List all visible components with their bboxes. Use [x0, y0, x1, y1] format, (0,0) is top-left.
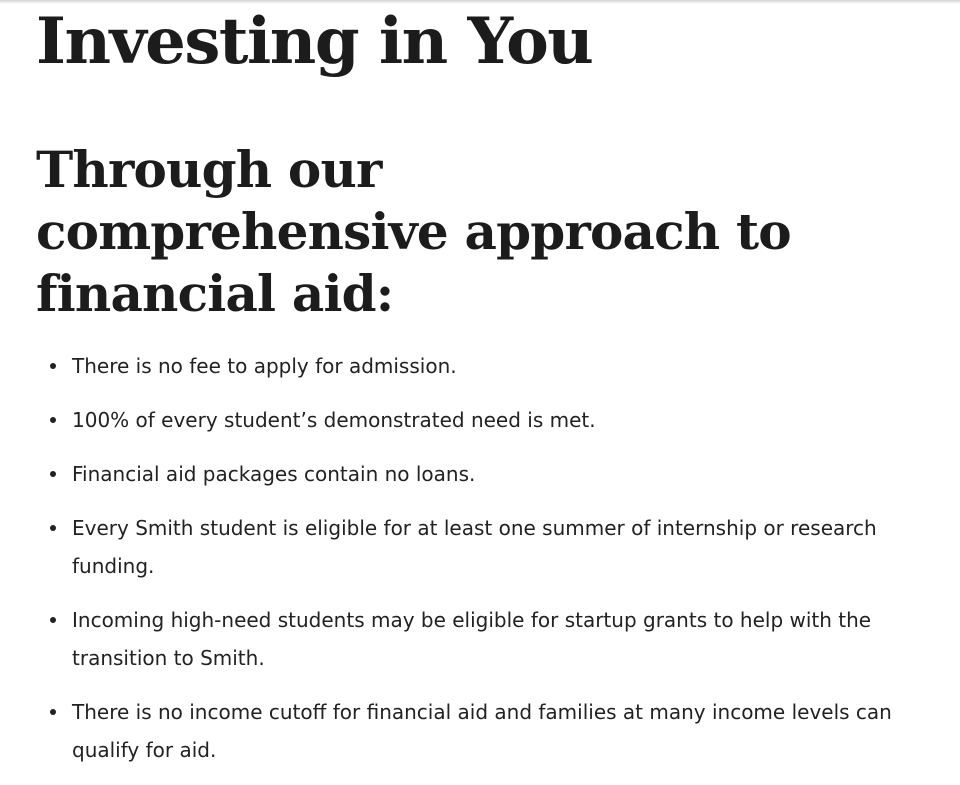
list-item-text: Every Smith student is eligible for at least one summer of internship or research funding. — [72, 516, 877, 578]
main-content — [36, 0, 936, 785]
list-item — [36, 601, 932, 677]
list-item-text: There is no fee to apply for admission. — [72, 354, 457, 378]
list-item — [36, 455, 932, 493]
list-item — [36, 509, 932, 585]
list-item-text: There is no income cutoff for financial aid and families at many income levels can qualify for aid. — [72, 700, 892, 762]
bullet-icon — [50, 417, 56, 423]
list-item-text: Financial aid packages contain no loans. — [72, 462, 476, 486]
bullet-icon — [50, 363, 56, 369]
bullet-icon — [50, 709, 56, 715]
list-item-text: 100% of every student’s demonstrated need is met. — [72, 408, 596, 432]
financial-aid-list — [36, 347, 936, 769]
page-title: Investing in You — [36, 4, 593, 79]
section-heading: Through our comprehensive approach to financial aid: — [36, 140, 791, 323]
bullet-icon — [50, 617, 56, 623]
bullet-icon — [50, 471, 56, 477]
list-item — [36, 347, 932, 385]
list-item — [36, 401, 932, 439]
list-item-text: Incoming high-need students may be eligible for startup grants to help with the transition to Smith. — [72, 608, 872, 670]
bullet-icon — [50, 525, 56, 531]
list-item — [36, 693, 932, 769]
